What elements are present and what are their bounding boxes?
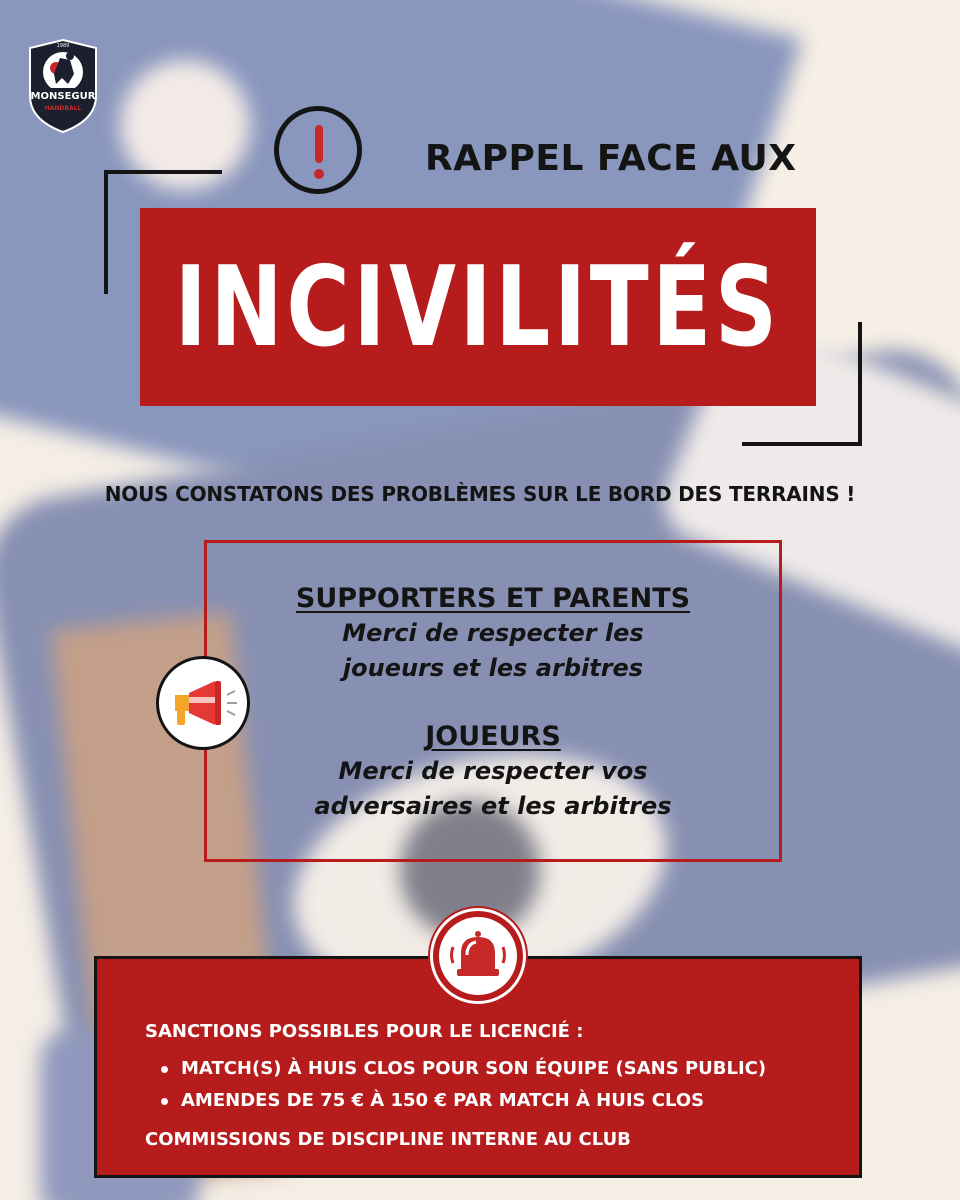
players-title: JOUEURS xyxy=(425,721,561,752)
megaphone-icon xyxy=(156,656,250,750)
exclamation-icon xyxy=(274,106,362,194)
players-line-2: adversaires et les arbitres xyxy=(314,792,672,820)
players-line-1: Merci de respecter vos xyxy=(338,757,648,785)
sanctions-footer: COMMISSIONS DE DISCIPLINE INTERNE AU CLUB xyxy=(145,1129,631,1150)
club-logo xyxy=(26,38,100,134)
supporters-line-2: joueurs et les arbitres xyxy=(342,654,644,682)
alarm-bell-icon xyxy=(430,908,526,1004)
notice-text: NOUS CONSTATONS DES PROBLÈMES SUR LE BORD DES TERRAINS ! xyxy=(104,482,856,506)
supporters-line-1: Merci de respecter les xyxy=(342,619,644,647)
headline-banner-text: INCIVILITÉS xyxy=(174,242,782,372)
logo-sub: HANDBALL xyxy=(44,105,82,112)
supporters-title: SUPPORTERS ET PARENTS xyxy=(295,583,691,614)
supporters-block xyxy=(207,583,779,684)
club-crest-icon xyxy=(26,38,100,134)
message-box xyxy=(204,540,782,862)
sanction-item: AMENDES DE 75 € À 150 € PAR MATCH À HUIS CLOS xyxy=(161,1085,766,1117)
logo-name: MONSEGUR xyxy=(30,91,96,102)
players-block xyxy=(207,721,779,822)
headline-kicker: RAPPEL FACE AUX xyxy=(425,138,797,179)
headline-banner xyxy=(140,208,816,406)
sanctions-heading: SANCTIONS POSSIBLES POUR LE LICENCIÉ : xyxy=(145,1021,584,1042)
sanctions-list xyxy=(161,1053,766,1117)
sanction-item: MATCH(S) À HUIS CLOS POUR SON ÉQUIPE (SANS PUBLIC) xyxy=(161,1053,766,1085)
logo-year: 1989 xyxy=(56,43,70,49)
